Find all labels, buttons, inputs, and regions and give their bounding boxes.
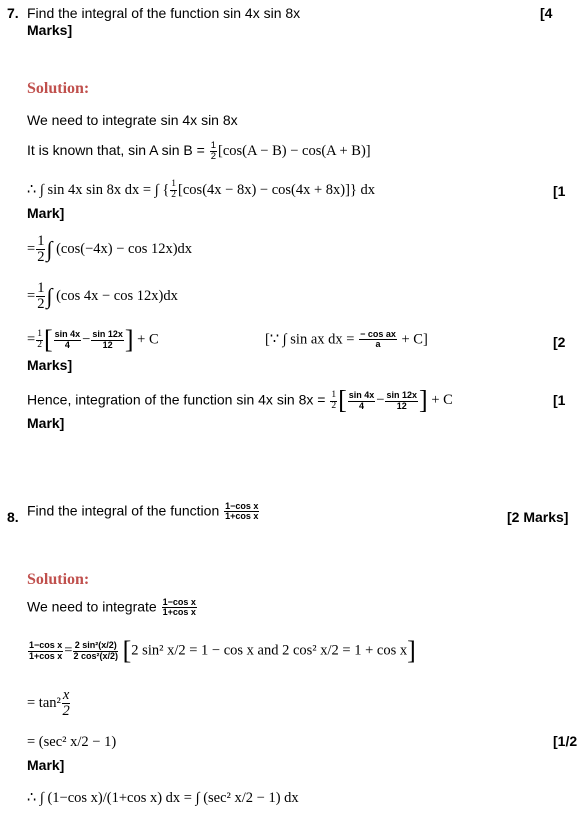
q7-reason-num: − cos ax — [360, 329, 396, 339]
q7-hence-half — [330, 391, 337, 412]
q7-step4-den1: 4 — [64, 339, 70, 350]
q8-intro — [27, 598, 198, 618]
q7-hence: Hence, integration of the function sin 4x sin 8x = $\frac{1}{2}$ [ $\frac{\sin 4x}{4}$ − $\frac{\sin 12x}{12}$ ] + C — [27, 386, 453, 415]
q7-step2-half — [36, 234, 45, 265]
question-8-marks: [2 Marks] — [507, 509, 569, 525]
question-8-prompt-text: Find the integral of the function — [27, 502, 220, 519]
question-8-fraction — [224, 502, 259, 522]
q8-step1-frac1 — [28, 641, 63, 661]
q7-hence-end: + C — [431, 392, 453, 409]
q7-reason-frac — [359, 330, 397, 350]
q7-step3-expr: (cos 4x − cos 12x)dx — [56, 288, 178, 305]
q8-step2 — [27, 688, 71, 719]
question-8-frac-num: 1−cos x — [225, 501, 259, 511]
q7-step4-frac1 — [54, 330, 82, 350]
question-8-prompt — [27, 502, 260, 522]
question-8-frac-den: 1+cos x — [225, 511, 259, 522]
q7-hence-marks-cont: Mark] — [27, 415, 65, 431]
q7-known-half-num: 1 — [210, 140, 217, 151]
q7-step2-expr: (cos(−4x) − cos 12x)dx — [56, 241, 193, 258]
q8-step1-frac2 — [73, 641, 118, 661]
q7-step4-den2: 12 — [102, 339, 113, 350]
q8-solution-label: Solution: — [27, 571, 90, 588]
q7-hence-half-den: 2 — [331, 400, 337, 411]
q7-known-half — [210, 141, 217, 162]
q7-step4-num2: sin 12x — [92, 329, 123, 340]
q7-step1-half-den: 2 — [171, 189, 177, 200]
q7-step4-marks-cont: Marks] — [27, 357, 73, 373]
q8-step1: $\frac{\text{1−cos x}}{\text{1+cos x}}$ = $\frac{\text{2 sin²(x/2)}}{\text{2 cos²(x/2)}}$ [2 sin² x/2 = 1 − cos x and 2 cos² x/2 = 1 + cos x] — [29, 636, 416, 665]
q7-known-prefix: It is known that, sin A sin B = — [27, 142, 205, 159]
q7-step4-half-den: 2 — [37, 339, 42, 350]
q8-step1-den1: 1+cos x — [29, 650, 63, 661]
q8-step4: ∴ ∫ (1−cos x)/(1+cos x) dx = ∫ (sec² x/2 − 1) dx — [27, 790, 299, 806]
q7-step2-half-num: 1 — [37, 233, 45, 249]
q7-step2-half-den: 2 — [37, 249, 45, 266]
q7-step1-half — [170, 180, 177, 201]
q8-step1-den2: 2 cos²(x/2) — [73, 650, 118, 661]
q7-hence-num2: sin 12x — [386, 390, 418, 401]
q7-step4: = $\frac{1}{2}$ [ $\frac{\sin 4x}{4}$ − $\frac{\sin 12x}{12}$ ] + C — [27, 325, 159, 354]
q7-step4-marks: [2 — [553, 334, 566, 350]
q8-step2-num: x — [62, 687, 70, 703]
q8-step1-num2: 2 sin²(x/2) — [74, 640, 117, 651]
q7-step1 — [27, 180, 375, 201]
q7-known-identity — [27, 141, 371, 162]
q7-step3-half — [36, 281, 45, 312]
question-7-number: 7. — [7, 5, 19, 21]
q7-step1-inner: [cos(4x − 8x) − cos(4x + 8x)]} dx — [178, 181, 376, 198]
q8-step3-marks: [1/2 — [553, 733, 577, 749]
q7-reason-end: + C] — [401, 331, 428, 348]
q8-step3-marks-cont: Mark] — [27, 757, 65, 773]
q7-hence-text: Hence, integration of the function sin 4x sin 8x = — [27, 391, 326, 408]
q7-reason — [265, 330, 428, 350]
q8-intro-frac-num: 1−cos x — [162, 597, 196, 607]
question-7-marks-cont: Marks] — [27, 22, 73, 38]
question-7-prompt — [27, 5, 300, 21]
q8-intro-text: We need to integrate — [27, 598, 157, 615]
q7-known-rest: [cos(A − B) − cos(A + B)] — [218, 143, 371, 160]
q7-hence-marks: [1 — [553, 392, 566, 408]
q7-reason-den: a — [375, 339, 381, 350]
q7-step4-num1: sin 4x — [54, 329, 81, 340]
q8-intro-frac-den: 1+cos x — [162, 607, 196, 618]
q7-step4-half — [36, 330, 43, 351]
q7-hence-frac1 — [348, 391, 376, 411]
q7-hence-half-num: 1 — [331, 389, 337, 400]
q7-intro: We need to integrate sin 4x sin 8x — [27, 112, 238, 128]
q8-step1-num1: 1−cos x — [29, 640, 63, 651]
q7-step4-frac2 — [91, 330, 124, 350]
q8-step3: = (sec² x/2 − 1) — [27, 734, 117, 750]
q7-step3-half-den: 2 — [37, 296, 45, 313]
q7-solution-label: Solution: — [27, 80, 90, 97]
q7-step4-half-num: 1 — [37, 328, 42, 339]
q7-step4-end: + C — [137, 331, 159, 348]
q7-step1-lead: ∴ ∫ sin 4x sin 8x dx = ∫ { — [27, 181, 170, 198]
q7-step1-marks-cont: Mark] — [27, 205, 65, 221]
q8-step2-frac — [62, 688, 70, 719]
q7-reason-prefix: [∵ ∫ sin ax dx = — [265, 331, 355, 348]
q7-hence-num1: sin 4x — [348, 390, 375, 401]
q8-step1-bracket: 2 sin² x/2 = 1 − cos x and 2 cos² x/2 = 1 + cos x — [131, 642, 408, 659]
question-7-marks: [4 — [540, 5, 553, 21]
question-8-number: 8. — [7, 509, 19, 525]
q7-step2: = $\frac{1}{2}$ ∫ (cos(−4x) − cos 12x)dx — [27, 233, 193, 266]
q8-step2-den: 2 — [62, 703, 70, 720]
q7-hence-den2: 12 — [396, 400, 407, 411]
q7-step1-marks: [1 — [553, 183, 566, 199]
q7-known-half-den: 2 — [210, 150, 217, 162]
q7-hence-frac2 — [385, 391, 418, 411]
q7-step3: = $\frac{1}{2}$ ∫ (cos 4x − cos 12x)dx — [27, 280, 178, 313]
question-7-prompt-text: Find the integral of the function sin 4x sin 8x — [27, 5, 301, 21]
q8-step2-lead: = tan² — [27, 695, 61, 712]
q7-step3-half-num: 1 — [37, 280, 45, 296]
q7-step1-half-num: 1 — [171, 179, 177, 189]
q8-intro-fraction — [162, 598, 197, 618]
q7-hence-den1: 4 — [359, 400, 365, 411]
